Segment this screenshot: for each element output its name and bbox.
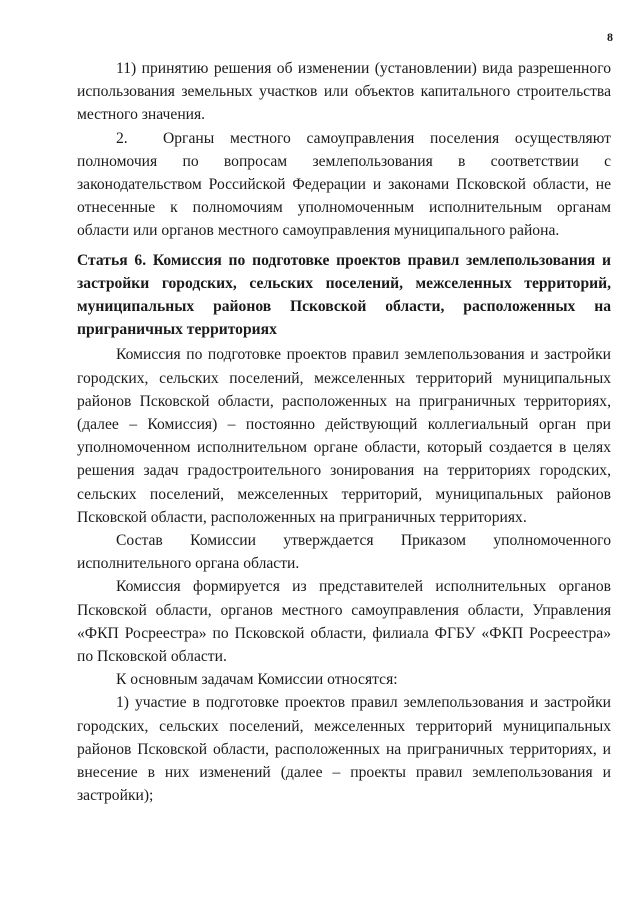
- paragraph-item-2: [77, 127, 611, 243]
- paragraph-tasks-intro: К основным задачам Комиссии относятся:: [116, 671, 398, 689]
- document-body: [77, 57, 611, 808]
- item-number: 2.: [116, 129, 128, 147]
- article-heading: Статья 6. Комиссия по подготовке проектов правил землепользования и застройки городских, сельских поселений, межселенных территорий, муниципальных районов Псковской области, расположенных на приграничных территориях: [77, 251, 611, 339]
- paragraph-task-1: 1) участие в подготовке проектов правил землепользования и застройки городских, сельских поселений, межселенных территорий муниципальных районов Псковской области, расположенных на приграничных территориях, и внесение в них изменений (далее – проекты правил землепользования и застройки);: [77, 694, 611, 805]
- paragraph-commission-formation: Комиссия формируется из представителей исполнительных органов Псковской области, органов местного самоуправления области, Управления «ФКП Росреестра» по Псковской области, филиала ФГБУ «ФКП Росреестра» по Псковской области.: [77, 578, 611, 666]
- item-text: Органы местного самоуправления поселения осуществляют полномочия по вопросам землепользования в соответствии с законодательством Российской Федерации и законами Псковской области, не отнесенные к полномочиям уполномоченным исполнительным органам области или органов местного самоуправления муниципального района.: [77, 129, 611, 240]
- paragraph-commission-composition: Состав Комиссии утверждается Приказом уполномоченного исполнительного органа области.: [77, 532, 611, 573]
- paragraph-item-11: 11) принятию решения об изменении (установлении) вида разрешенного использования земельных участков или объектов капитального строительства местного значения.: [77, 60, 611, 124]
- paragraph-commission-definition: Комиссия по подготовке проектов правил землепользования и застройки городских, сельских поселений, межселенных территорий муниципальных районов Псковской области, расположенных на приграничных территориях, (далее – Комиссия) – постоянно действующий коллегиальный орган при уполномоченном исполнительном органе области, который создается в целях решения задач градостроительного зонирования на территориях городских, сельских поселений, межселенных территорий, муниципальных районов Псковской области, расположенных на приграничных территориях.: [77, 346, 611, 526]
- page-number: 8: [607, 30, 613, 44]
